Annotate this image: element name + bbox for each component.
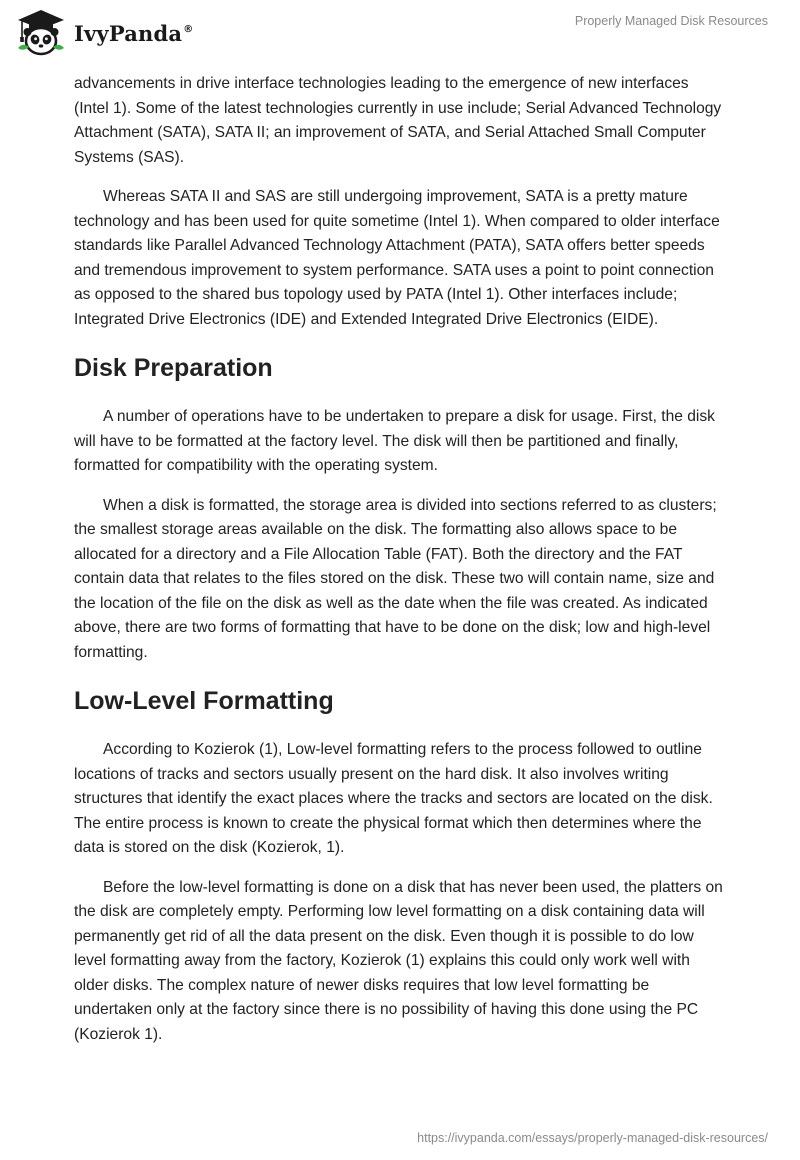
panda-graduate-icon [14, 7, 68, 57]
document-title: Properly Managed Disk Resources [574, 14, 768, 28]
paragraph-low-level-factory: Before the low-level formatting is done on a disk that has never been used, the platters on the disk are completely empty. Performing low level formatting on a disk containing data will permanently get rid of all the data present on the disk. Even though it is possible to do low level formatting away from the factory, Kozierok (1) explains this could only work well with older disks. The complex nature of newer disks requires that low level formatting be undertaken only at the factory since there is no possibility of having this done using the PC (Kozierok 1). [74, 878, 723, 1043]
paragraph-formatting-clusters: When a disk is formatted, the storage area is divided into sections referred to as clusters; the smallest storage areas available on the disk. The formatting also allows space to be allocated for a directory and a File Allocation Table (FAT). Both the directory and the FAT contain data that relates to the files stored on the disk. These two will contain name, size and the location of the file on the disk as well as the date when the file was created. As indicated above, there are two forms of formatting that have to be done on the disk; low and high-level formatting. [74, 496, 717, 661]
paragraph-sata: Whereas SATA II and SAS are still undergoing improvement, SATA is a pretty mature technology and has been used for quite sometime (Intel 1). When compared to older interface standards like Parallel Advanced Technology Attachment (PATA), SATA offers better speeds and tremendous improvement to system performance. SATA uses a point to point connection as opposed to the shared bus topology used by PATA (Intel 1). Other interfaces include; Integrated Drive Electronics (IDE) and Extended Integrated Drive Electronics (EIDE). [74, 188, 720, 328]
heading-disk-preparation: Disk Preparation [74, 354, 273, 382]
essay-content [74, 72, 724, 1062]
paragraph-low-level-definition: According to Kozierok (1), Low-level formatting refers to the process followed to outline locations of tracks and sectors usually present on the hard disk. It also involves writing structures that identify the exact places where the tracks and sectors are located on the disk. The entire process is known to create the physical format which then determines where the data is stored on the disk (Kozierok, 1). [74, 741, 713, 856]
heading-low-level-formatting: Low-Level Formatting [74, 687, 334, 715]
source-url[interactable]: https://ivypanda.com/essays/properly-managed-disk-resources/ [417, 1131, 768, 1145]
ivypanda-logo[interactable] [14, 7, 193, 57]
paragraph-interfaces-continued: advancements in drive interface technologies leading to the emergence of new interfaces (Intel 1). Some of the latest technologies currently in use include; Serial Advanced Technology Attachment (SATA), SATA II; an improvement of SATA, and Serial Attached Small Computer Systems (SAS). [74, 75, 722, 166]
paragraph-disk-preparation: A number of operations have to be undertaken to prepare a disk for usage. First, the disk will have to be formatted at the factory level. The disk will then be partitioned and finally, formatted for compatibility with the operating system. [74, 408, 715, 474]
page-header [0, 0, 800, 62]
logo-wordmark: IvyPanda® [74, 20, 194, 46]
registered-mark: ® [183, 23, 194, 35]
